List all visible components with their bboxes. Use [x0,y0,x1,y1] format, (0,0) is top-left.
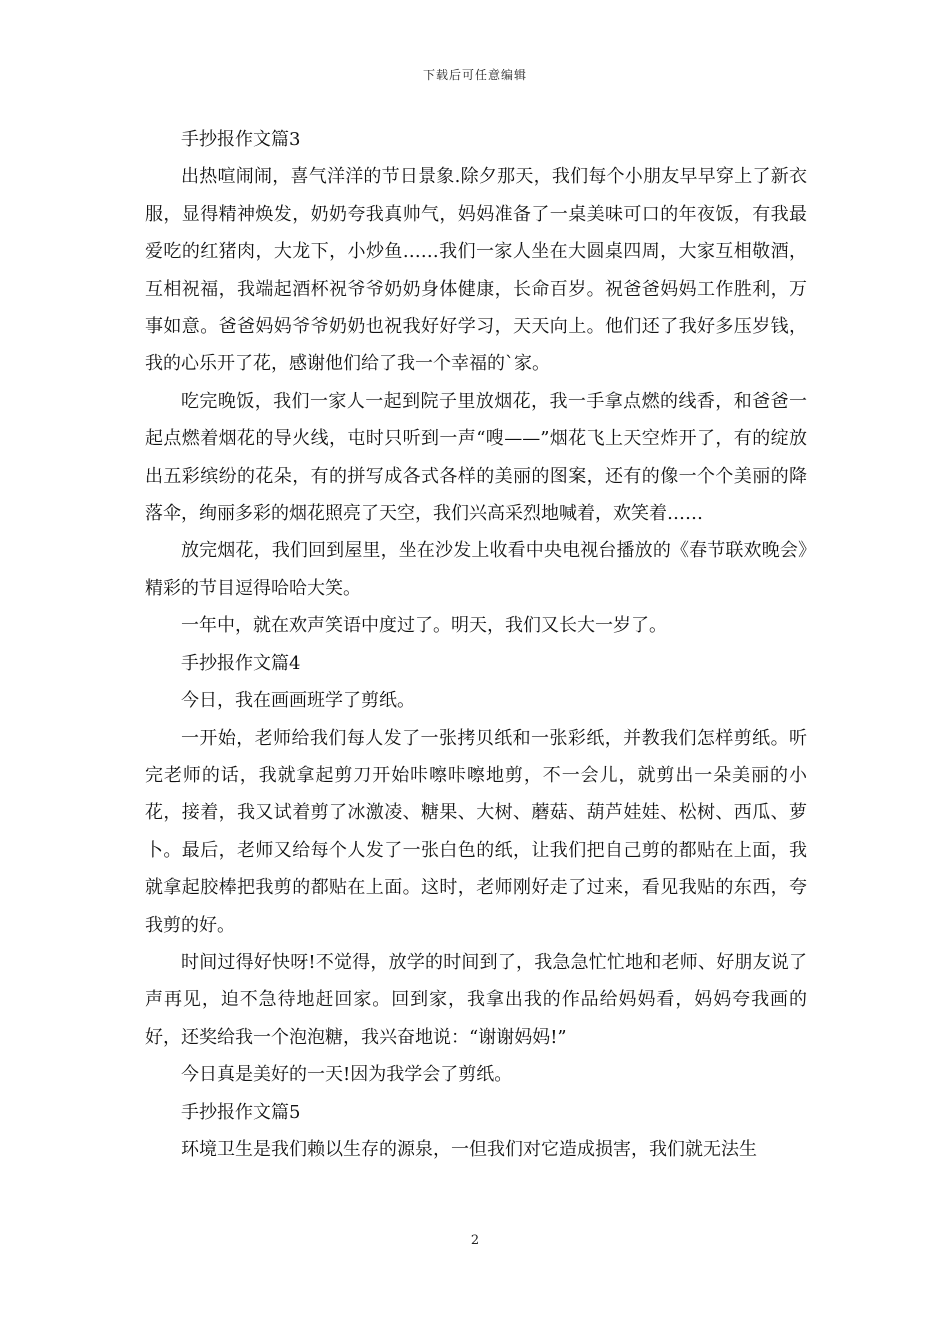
paragraph: 时间过得好快呀!不觉得，放学的时间到了，我急急忙忙地和老师、好朋友说了声再见，迫不急待地赶回家。回到家，我拿出我的作品给妈妈看，妈妈夸我画的好，还奖给我一个泡泡糖，我兴奋地说：“谢谢妈妈!” [145,951,807,1048]
paragraph: 吃完晚饭，我们一家人一起到院子里放烟花，我一手拿点燃的线香，和爸爸一起点燃着烟花的导火线，屯时只听到一声“嗖——”烟花飞上天空炸开了，有的绽放出五彩缤纷的花朵，有的拼写成各式各样的美丽的图案，还有的像一个个美丽的降落伞，绚丽多彩的烟花照亮了天空，我们兴高采烈地喊着，欢笑着…… [145,390,807,525]
page-number: 2 [470,1233,480,1248]
section-heading-3: 手抄报作文篇3 [181,129,301,150]
section-heading-5: 手抄报作文篇5 [181,1101,301,1123]
paragraph: 放完烟花，我们回到屋里，坐在沙发上收看中央电视台播放的《春节联欢晚会》精彩的节目逗得哈哈大笑。 [145,540,807,599]
paragraph: 一开始，老师给我们每人发了一张拷贝纸和一张彩纸，并教我们怎样剪纸。听完老师的话，我就拿起剪刀开始咔嚓咔嚓地剪，不一会儿，就剪出一朵美丽的小花，接着，我又试着剪了冰激凌、糖果、大树、蘑菇、葫芦娃娃、松树、西瓜、萝卜。最后，老师又给每个人发了一张白色的纸，让我们把自己剪的都贴在上面，我就拿起胶棒把我剪的都贴在上面。这时，老师刚好走了过来，看见我贴的东西，夸我剪的好。 [145,727,807,936]
document-body [145,121,807,1168]
paragraph: 今日真是美好的一天!因为我学会了剪纸。 [181,1064,513,1086]
paragraph: 今日，我在画画班学了剪纸。 [181,690,415,712]
page-header: 下载后可任意编辑 [422,68,527,82]
paragraph: 环境卫生是我们赖以生存的源泉，一但我们对它造成损害，我们就无法生 [181,1138,757,1160]
paragraph: 一年中，就在欢声笑语中度过了。明天，我们又长大一岁了。 [181,615,667,637]
section-heading-4: 手抄报作文篇4 [181,652,301,674]
paragraph: 出热喧闹闹，喜气洋洋的节日景象.除夕那天，我们每个小朋友早早穿上了新衣服，显得精神焕发，奶奶夸我真帅气，妈妈准备了一桌美味可口的年夜饭，有我最爱吃的红猪肉，大龙下，小炒鱼……我们一家人坐在大圆桌四周，大家互相敬酒，互相祝福，我端起酒杯祝爷爷奶奶身体健康，长命百岁。祝爸爸妈妈工作胜利，万事如意。爸爸妈妈爷爷奶奶也祝我好好学习，天天向上。他们还了我好多压岁钱，我的心乐开了花，感谢他们给了我一个幸福的`家。 [145,166,807,375]
